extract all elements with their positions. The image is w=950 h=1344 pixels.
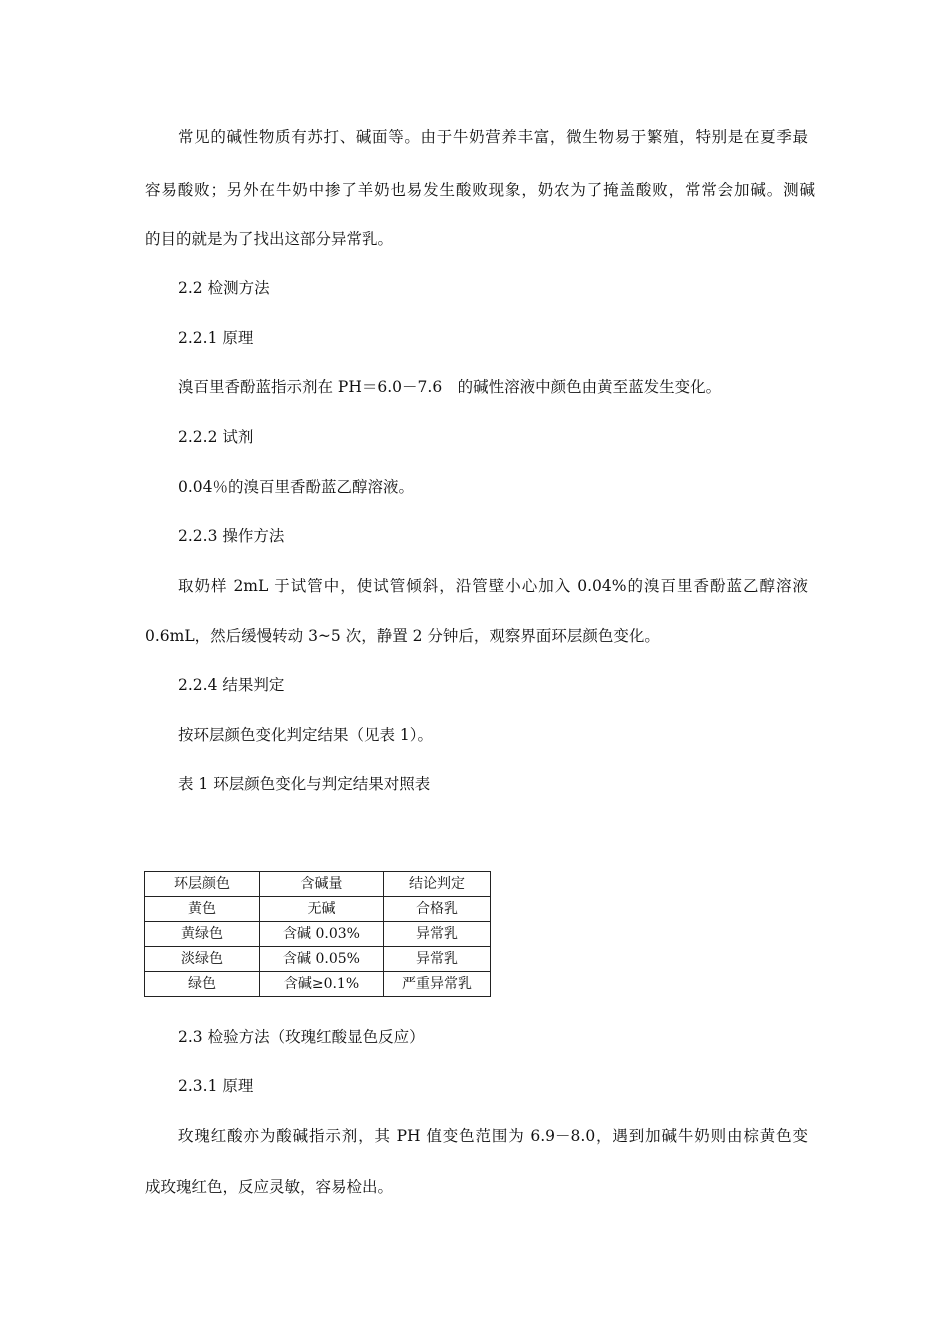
table-cell: 含碱≥0.1% [260, 972, 384, 997]
section-heading-2-2-2: 2.2.2 试剂 [178, 428, 254, 446]
section-heading-2-2: 2.2 检测方法 [178, 279, 270, 297]
paragraph-line: 的目的就是为了找出这部分异常乳。 [145, 230, 394, 248]
section-heading-2-3-1: 2.3.1 原理 [178, 1077, 254, 1095]
table-row [145, 897, 491, 922]
paragraph-line: 0.6mL，然后缓慢转动 3~5 次，静置 2 分钟后，观察界面环层颜色变化。 [145, 627, 660, 645]
paragraph-line: 玫瑰红酸亦为酸碱指示剂，其 PH 值变色范围为 6.9－8.0，遇到加碱牛奶则由棕黄色变 [178, 1127, 808, 1145]
paragraph-line: 按环层颜色变化判定结果（见表 1）。 [178, 726, 434, 744]
paragraph-line: 0.04％的溴百里香酚蓝乙醇溶液。 [178, 478, 415, 496]
table-row [145, 972, 491, 997]
table-row [145, 922, 491, 947]
section-heading-2-3: 2.3 检验方法（玫瑰红酸显色反应） [178, 1028, 425, 1046]
table-cell: 黄色 [145, 897, 260, 922]
paragraph-line: 常见的碱性物质有苏打、碱面等。由于牛奶营养丰富，微生物易于繁殖，特别是在夏季最 [178, 128, 808, 146]
table-cell: 黄绿色 [145, 922, 260, 947]
table-header-cell: 结论判定 [384, 872, 491, 897]
section-heading-2-2-4: 2.2.4 结果判定 [178, 676, 285, 694]
table-cell: 异常乳 [384, 947, 491, 972]
paragraph-line: 取奶样 2mL 于试管中，使试管倾斜，沿管壁小心加入 0.04%的溴百里香酚蓝乙醇溶液 [178, 577, 808, 595]
section-heading-2-2-3: 2.2.3 操作方法 [178, 527, 285, 545]
table-cell: 无碱 [260, 897, 384, 922]
section-heading-2-2-1: 2.2.1 原理 [178, 329, 254, 347]
paragraph-line: 溴百里香酚蓝指示剂在 PH＝6.0－7.6 的碱性溶液中颜色由黄至蓝发生变化。 [178, 378, 722, 396]
table-header-cell: 环层颜色 [145, 872, 260, 897]
table-header-row [145, 872, 491, 897]
table-cell: 合格乳 [384, 897, 491, 922]
paragraph-line: 成玫瑰红色，反应灵敏，容易检出。 [145, 1178, 394, 1196]
paragraph-line: 容易酸败；另外在牛奶中掺了羊奶也易发生酸败现象，奶农为了掩盖酸败，常常会加碱。测碱 [145, 181, 815, 199]
table-cell: 含碱 0.03% [260, 922, 384, 947]
table-cell: 严重异常乳 [384, 972, 491, 997]
table-cell: 异常乳 [384, 922, 491, 947]
table-header-cell: 含碱量 [260, 872, 384, 897]
table-caption: 表 1 环层颜色变化与判定结果对照表 [178, 775, 431, 793]
result-table [144, 871, 491, 997]
table-cell: 绿色 [145, 972, 260, 997]
table-cell: 淡绿色 [145, 947, 260, 972]
table-cell: 含碱 0.05% [260, 947, 384, 972]
table-row [145, 947, 491, 972]
